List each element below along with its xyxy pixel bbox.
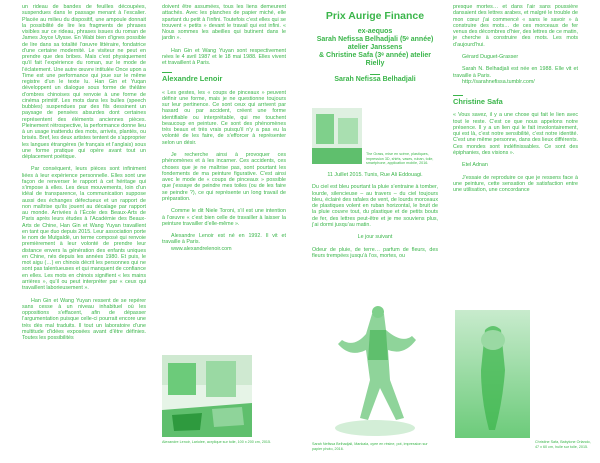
- body-paragraph: Comme le dit Niele Toroni, s’il est une intention à l’œuvre « c’est bien celle de travailler à laisser la peinture travailler d’elle-même ».: [162, 208, 286, 227]
- painting-image: [162, 355, 252, 437]
- body-paragraph: Par conséquent, leurs pièces sont infiniment liées à leur expérience personnelle. Elles sont une façon de renverser le rapport à cet héritage qui s’impose à elles. Les deux mouvements, loin d’un idéal de transparence, la communication suppose aussi des échanges défectueux et un rapport de non maîtrise qu’ils jouent au décalage par rapport au monde. Arrivées à l’École des Beaux-Arts de Paris après leurs études à l’Académie des Beaux-Arts de Chine, Han Gin et Wang Yuyan travaillent en tant que duo depuis 2015. Leur association porte le nom de Mutgaldë, un terme composé qui renvoie premièrement à leur volonté de prendre leur distance envers la génération des enfants uniques en Chine, nés depuis les années 1980. Et puis, le mot aigu (…) en chinois décrit les personnes qui ne sont pas talentueuses et qui manquent de confiance en elles. Les mots en chinois signifient « les mains arrières », qu’il ou peut interpréter par « ceux qui travaillent laborieusement ».: [22, 166, 146, 292]
- body-paragraph: « Les gestes, les « coups de pinceaux » peuvent définir une forme, mais je ne questionne toujours sur leur pertinence. Ce sont ceux qui arrivent par hasard ou par accident, créent une forme identifiable ou interprétable, qui me touchent beaucoup en peinture. Ce sont des phénomènes très beaux et très vrais puisqu’il n’y a pas eu la volonté de les faire, de s’efforcer à représenter selon un désir.: [162, 89, 286, 146]
- quote-author: Etel Adnan: [462, 162, 488, 169]
- column-1: [22, 4, 146, 341]
- section-rule: [162, 72, 172, 73]
- artist-bio: Alexandre Lenoir est né en 1992. Il vit et travaille à Paris.: [162, 233, 286, 246]
- body-paragraph: un rideau de bandes de feuilles découpées, suspendues dans le passage menant à l’escalier. Placée au milieu du dispositif, une ampoule donnait la possibilité de lire les fragments de phrases visibles sur ce rideau, phrases issues du roman de James Joyce Ulysse. En Wabi bien d’ignes possible de lire dans sa totalité l’œuvre littéraire, fondatrice d’une certaine modernité. Le visiteur ne peut en prendre que des bribes. Mais c’est physiquement qu’il fait l’expérience du roman, sur le mode de l’éclatement. Une autre œuvre intitulée Once upon a Time est une performance qui joue sur le même registre d’un le texte lu. Han Gin et Yuqan développent un dialogue sous forme de théâtre d’ombres chinoises qui renvoie à une forme de cinéma primitif. Les mots dans les bulles (speech bubbles) suspendues par des fils dessinent un paysage de pensées absurdes dont certaines représentent des éléments anciennes pièces. Pleinement rétrospective, la performance donne lieu à un usage inattendu des mots, arrivés, plantés, ou brisés. Bref, les deux artistes tentent de s’approprier les langues étrangères (le français et l’anglais) sous une forme pratique qui opère avant tout un déplacement poétique.: [22, 4, 146, 160]
- body-paragraph: Je recherche ainsi à provoquer ces phénomènes et à les incarner. Ces accidents, ces choses que je ne maîtrise pas, sont pourtant les fondements de ma peinture figurative. C’est ainsi avec le mode de « coups de pinceaux » possible que j’essaye de peindre mes toiles (ou de les faire se peindre ?), ce qui représente un long travail de préparation.: [162, 152, 286, 202]
- body-paragraph: Han Gin et Wang Yuyan ressent de se repérer sans cesse à un niveau inhabituel où les oppositions s’effacent, afin de dépasser l’argumentation puisque celle-ci pourrait encore une très dès mal traduits. Il tout un laboratoire d’une multitude d’idées exposées avant d’être définies. Toutes les possibilités: [22, 297, 146, 342]
- section-title: Alexandre Lenoir: [162, 74, 223, 84]
- installation-image: [312, 108, 362, 164]
- installation-caption: The Grass, mise en scène, plastiques, impression 3D, shirts, vases, ruban, toile, smartphone, application mobile, 2016.: [366, 152, 434, 166]
- column-3: [312, 0, 438, 84]
- painting-image-2: [455, 310, 530, 438]
- column-4: [453, 4, 578, 193]
- sculpture-image: [312, 300, 438, 440]
- section-title: Christine Safa: [453, 97, 503, 107]
- column-3-text: [312, 172, 438, 259]
- date-line: 11 Juillet 2015. Tunis, Rue Ali Eddouagi.: [327, 172, 423, 178]
- body-paragraph: Odeur de pluie, de terre… parfum de fleurs, des fleurs trempées jusqu’à l’os, mortes, ou: [312, 246, 438, 260]
- body-paragraph: presque mortes… et dans l’air sans poussière dansaient des lettres arabes, et malgré le trouble de mon cœur j’ai commencé « sans le savoir » à construire des mots… de ces morceaux de fer venus des décombres d’hier, des lettres de ce matin, je cherche à construire des mots. Les mots d’aujourd’hui.: [453, 4, 578, 48]
- painting-caption-2: Christine Safa, Babylone Orlando, 47 x 60 cm, huile sur toile, 2015.: [535, 440, 591, 449]
- prize-title: Prix Aurige Finance: [325, 10, 425, 22]
- sculpture-photo: [312, 300, 438, 440]
- artist-bio: Han Gin et Wang Yuyan sont respectivement nées le 4 avril 1987 et le 18 mai 1988. Elles vivent et travaillent à Paris.: [162, 47, 286, 67]
- artist-bio: Sarah N. Belhadjali est née en 1988. Elle vit et travaille à Paris.: [453, 66, 578, 79]
- painting-photo: [162, 355, 252, 437]
- section-rule: [370, 74, 380, 75]
- credit-line: Gérard Duguet-Grasser: [462, 53, 519, 60]
- body-paragraph: Du ciel est bleu pourtant la pluie s’entraine à tomber, lourde, silencieuse – au travers – du ciel toujours bleu, éclairé des rafales de vent, de lourds morceaux de plastiques volent en ruban horizontal, le bruit de la pluie couvre tout, du plastique et de petits bouts de fer, des lettres peut-être et je me souviens plus, j’ai dormi jusqu’au matin.: [312, 184, 438, 228]
- quote-paragraph: « Vous savez, il y a une chose qui fait le lien avec tout le reste. C’est ce que nous appelons notre présence. Il y a un lien qui le fait involontairement, qui est là, c’est notre sensibilité, c’est notre identité. C’est une même personne, dans des lieux différents. Ces mondes sont indéfinissables. Ce sont des épiphanies, des visions ».: [453, 112, 578, 156]
- painting-photo-2: [455, 310, 530, 438]
- exaequo-label: ex-aequos: [357, 28, 393, 35]
- body-paragraph: doivent être assumées, tous les liens demeurent attachés. Avec les planches de papier miché, elle spartant du petit à l’infini. Toutefois c’est elles qui se trouvent « petits » devant le travail qui est infini. « Nous sommes les abeilles qui butinent dans le jardin ».: [162, 4, 286, 42]
- sculpture-caption: Sarah Nefissa Belhadjali, Mankala, oyee en résine, pot, impression sur papier photo, 2016.: [312, 442, 428, 451]
- column-2: [162, 4, 286, 252]
- installation-photo: [312, 108, 362, 164]
- artist-website[interactable]: www.alexandrelenoir.com: [171, 245, 232, 252]
- laureate-names-2: & Christine Safa (3ᵉ année) atelier Rielly: [319, 52, 431, 67]
- artist-website[interactable]: http://sarahnefissa.tumblr.com/: [462, 78, 535, 85]
- section-rule: [453, 95, 463, 96]
- section-title: Sarah Nefissa Belhadjali: [334, 76, 416, 83]
- painting-caption: Alexandre Lenoir, Lariolee, acrylique sur toile, 100 x 200 cm, 2015.: [162, 440, 272, 444]
- body-paragraph: Le jour suivant: [357, 234, 393, 241]
- laureate-names-1: Sarah Nefissa Belhadjali (5ᵉ année) atelier Janssens: [316, 36, 434, 51]
- body-paragraph: J’essaie de reproduire ce que je ressens face à une peinture, cette sensation de satisfaction entre une utilisation, une concordance: [453, 174, 578, 194]
